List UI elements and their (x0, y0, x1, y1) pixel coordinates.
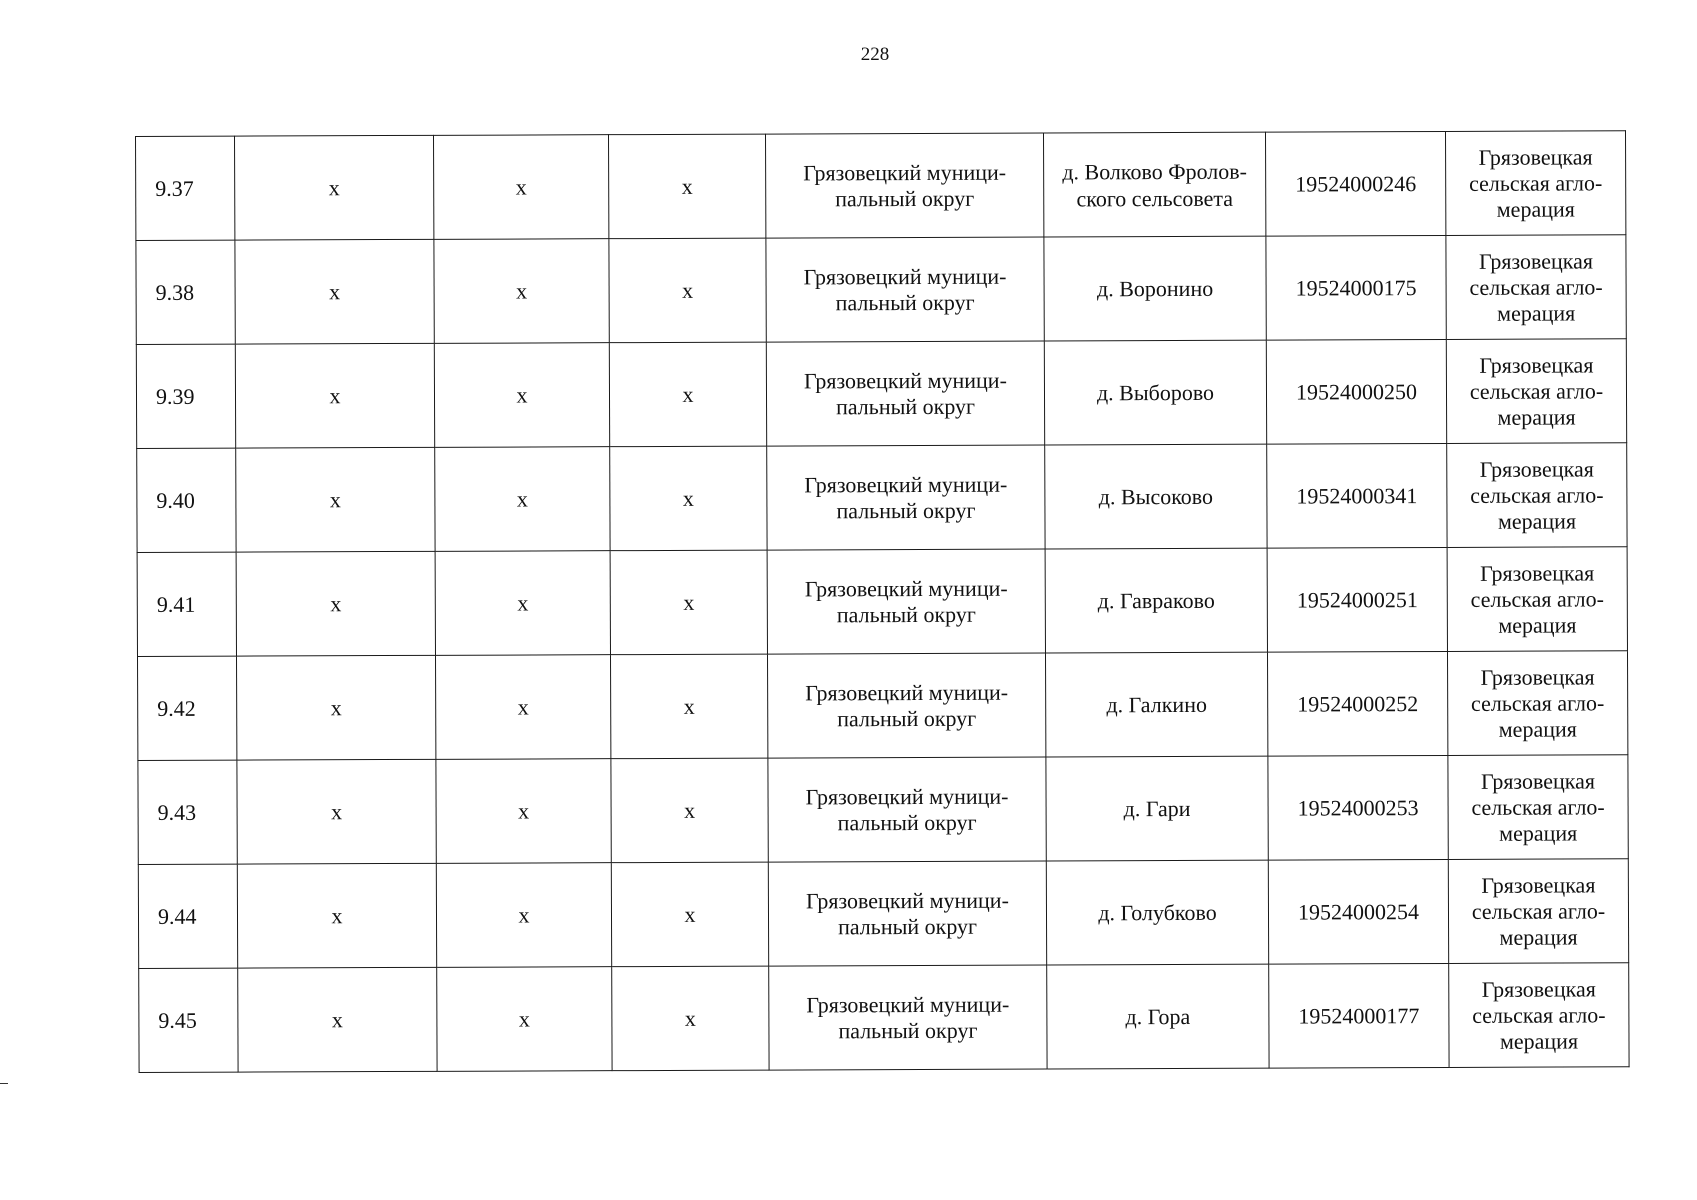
settlement-line: ского сельсовета (1076, 185, 1234, 211)
x-cell-1: х (236, 447, 435, 552)
settlement-cell (1047, 964, 1269, 1069)
settlement-cell (1045, 444, 1267, 549)
table-row (137, 651, 1627, 761)
district-cell (767, 549, 1045, 654)
table-row (136, 339, 1626, 449)
agglomeration-line: Грязовецкая (1479, 455, 1594, 482)
agglomeration-line: Грязовецкая (1481, 975, 1596, 1002)
agglomeration-line: Грязовецкая (1478, 143, 1593, 170)
district-cell (766, 237, 1044, 342)
row-number-cell: 9.37 (136, 136, 235, 240)
x-cell-2: х (436, 863, 611, 968)
agglomeration-cell (1448, 755, 1628, 860)
district-line: пальный округ (838, 1017, 978, 1043)
district-line: пальный округ (836, 601, 976, 627)
agglomeration-line: сельская агло- (1469, 273, 1603, 300)
x-cell-3: х (609, 238, 766, 343)
x-cell-2: х (436, 759, 611, 864)
district-line: Грязовецкий муници- (806, 991, 1010, 1017)
code-cell: 19524000253 (1268, 755, 1448, 860)
agglomeration-cell (1447, 443, 1627, 548)
district-line: Грязовецкий муници- (805, 783, 1009, 809)
x-cell-1: х (237, 759, 436, 864)
agglomeration-cell (1447, 651, 1627, 756)
table-row (136, 235, 1626, 345)
x-cell-3: х (611, 758, 768, 863)
agglomeration-line: Грязовецкая (1480, 559, 1595, 586)
settlement-line: д. Воронино (1096, 275, 1214, 302)
table-row (138, 859, 1628, 969)
agglomeration-line: сельская агло- (1470, 585, 1604, 612)
agglomeration-line: мерация (1499, 819, 1578, 846)
settlement-cell (1043, 132, 1265, 237)
settlement-cell (1045, 548, 1267, 653)
district-cell (768, 861, 1046, 966)
x-cell-3: х (609, 342, 766, 447)
agglomeration-line: мерация (1497, 507, 1577, 534)
agglomeration-line: сельская агло- (1470, 689, 1605, 716)
agglomeration-cell (1446, 235, 1626, 340)
table-row (137, 547, 1627, 657)
agglomeration-line: мерация (1499, 1027, 1579, 1054)
settlement-line: д. Гавраково (1097, 587, 1215, 614)
code-cell: 19524000252 (1267, 651, 1447, 756)
table-row (136, 131, 1626, 241)
scan-edge-mark (0, 1083, 8, 1084)
settlement-line: д. Гари (1123, 795, 1191, 822)
agglomeration-line: мерация (1496, 195, 1575, 222)
table-row (137, 443, 1627, 553)
district-line: Грязовецкий муници- (803, 367, 1007, 393)
district-cell (769, 965, 1047, 1070)
x-cell-2: х (435, 551, 610, 656)
agglomeration-cell (1449, 963, 1629, 1068)
row-number-cell: 9.38 (136, 240, 235, 344)
row-number-cell: 9.43 (138, 760, 237, 864)
x-cell-2: х (434, 239, 609, 344)
row-number-cell: 9.41 (137, 552, 236, 656)
settlement-line: д. Волково Фролов- (1062, 158, 1248, 184)
settlement-line: д. Высоково (1098, 483, 1214, 510)
x-cell-1: х (235, 135, 434, 240)
agglomeration-line: сельская агло- (1468, 169, 1603, 196)
code-cell: 19524000246 (1265, 131, 1445, 236)
district-line: пальный округ (837, 913, 978, 939)
x-cell-3: х (612, 966, 769, 1071)
agglomeration-line: мерация (1497, 299, 1576, 326)
x-cell-3: х (610, 446, 767, 551)
code-cell: 19524000177 (1269, 963, 1449, 1068)
settlement-cell (1044, 236, 1266, 341)
x-cell-1: х (238, 967, 437, 1072)
table-body (136, 131, 1630, 1073)
x-cell-2: х (437, 967, 612, 1072)
x-cell-2: х (435, 655, 610, 760)
district-line: Грязовецкий муници- (803, 159, 1007, 185)
x-cell-1: х (237, 863, 436, 968)
district-cell (766, 341, 1044, 446)
district-line: пальный округ (835, 393, 976, 419)
district-line: пальный округ (835, 289, 975, 315)
agglomeration-line: мерация (1498, 715, 1577, 742)
agglomeration-line: Грязовецкая (1478, 247, 1594, 274)
settlement-cell (1045, 652, 1267, 757)
agglomeration-line: сельская агло- (1470, 481, 1604, 508)
district-line: пальный округ (835, 185, 975, 211)
row-number-cell: 9.44 (138, 864, 237, 968)
settlement-cell (1044, 340, 1266, 445)
district-cell (767, 445, 1045, 550)
agglomeration-line: сельская агло- (1471, 793, 1605, 820)
row-number-cell: 9.40 (137, 448, 236, 552)
district-cell (765, 133, 1043, 238)
agglomeration-line: сельская агло- (1472, 1001, 1606, 1028)
agglomeration-line: Грязовецкая (1480, 663, 1595, 690)
district-line: Грязовецкий муници- (805, 887, 1009, 913)
code-cell: 19524000341 (1267, 443, 1447, 548)
district-line: Грязовецкий муници- (803, 263, 1007, 289)
x-cell-3: х (611, 862, 768, 967)
district-cell (767, 653, 1045, 758)
code-cell: 19524000254 (1268, 859, 1448, 964)
agglomeration-cell (1446, 339, 1626, 444)
table-row (138, 755, 1628, 865)
x-cell-2: х (434, 343, 609, 448)
code-cell: 19524000250 (1266, 339, 1446, 444)
agglomeration-line: мерация (1497, 403, 1576, 430)
code-cell: 19524000175 (1266, 235, 1446, 340)
district-line: пальный округ (837, 809, 977, 835)
settlements-table (135, 130, 1630, 1073)
row-number-cell: 9.39 (136, 344, 235, 448)
district-line: пальный округ (837, 705, 977, 731)
page-number: 228 (860, 44, 890, 65)
settlement-cell (1046, 756, 1268, 861)
settlement-line: д. Выборово (1096, 379, 1215, 406)
settlement-line: д. Гора (1125, 1003, 1191, 1030)
settlement-line: д. Галкино (1106, 691, 1208, 718)
settlement-line: д. Голубково (1098, 899, 1217, 926)
x-cell-1: х (236, 655, 435, 760)
x-cell-3: х (610, 654, 767, 759)
x-cell-1: х (235, 239, 434, 344)
agglomeration-line: мерация (1498, 611, 1577, 638)
x-cell-2: х (435, 447, 610, 552)
agglomeration-line: сельская агло- (1471, 897, 1606, 924)
district-line: Грязовецкий муници- (804, 471, 1008, 497)
agglomeration-line: мерация (1499, 923, 1578, 950)
district-line: пальный округ (836, 497, 976, 523)
agglomeration-line: Грязовецкая (1480, 767, 1596, 794)
table-row (139, 963, 1629, 1073)
district-cell (768, 757, 1046, 862)
agglomeration-cell (1448, 859, 1628, 964)
district-line: Грязовецкий муници- (804, 575, 1008, 601)
code-cell: 19524000251 (1267, 547, 1447, 652)
x-cell-2: х (433, 135, 608, 240)
row-number-cell: 9.42 (137, 656, 236, 760)
x-cell-3: х (608, 134, 765, 239)
agglomeration-line: сельская агло- (1469, 377, 1604, 404)
x-cell-1: х (235, 343, 434, 448)
agglomeration-cell (1445, 131, 1625, 236)
x-cell-3: х (610, 550, 767, 655)
settlement-cell (1046, 860, 1268, 965)
district-line: Грязовецкий муници- (805, 679, 1009, 705)
agglomeration-cell (1447, 547, 1627, 652)
x-cell-1: х (236, 551, 435, 656)
agglomeration-line: Грязовецкая (1479, 351, 1594, 378)
agglomeration-line: Грязовецкая (1481, 871, 1596, 898)
row-number-cell: 9.45 (139, 968, 238, 1072)
